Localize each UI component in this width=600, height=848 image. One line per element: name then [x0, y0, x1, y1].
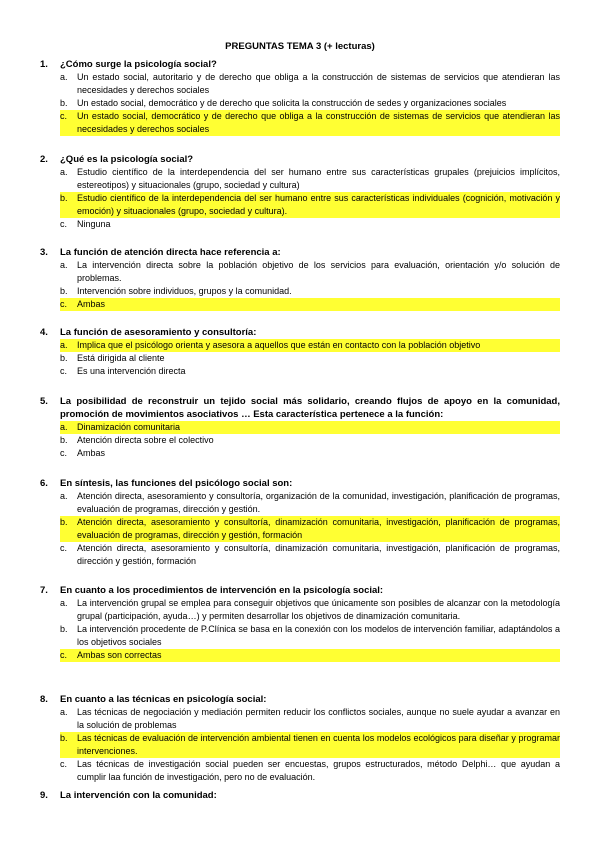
- question-1: [40, 58, 560, 136]
- answer-option: [60, 166, 560, 192]
- option-letter: b.: [60, 192, 77, 218]
- option-letter: c.: [60, 366, 68, 376]
- answer-option: [60, 259, 560, 285]
- option-letter: c.: [60, 110, 77, 136]
- question-number: 4.: [40, 327, 48, 338]
- option-text: Es una intervención directa: [77, 366, 186, 376]
- question-2: [40, 153, 560, 231]
- option-text: Está dirigida al cliente: [77, 353, 165, 363]
- question-number: 1.: [40, 59, 48, 70]
- option-letter: a.: [60, 707, 68, 717]
- option-letter: c.: [60, 759, 68, 769]
- question-text: La función de asesoramiento y consultoría:: [60, 327, 257, 338]
- option-text: Las técnicas de negociación y mediación permiten reducir los conflictos sociales, aunque no suele ayudar a avanzar en la solución de problemas: [77, 707, 560, 730]
- answer-option-correct: [60, 421, 560, 434]
- question-number: 3.: [40, 247, 48, 258]
- option-text: Dinamización comunitaria: [77, 421, 560, 434]
- option-text: Atención directa, asesoramiento y consultoría, organización de la comunidad, investigación, planificación de programas, evaluación de programas, dirección y gestión.: [77, 491, 560, 514]
- question-number: 8.: [40, 694, 48, 705]
- answer-option: [60, 434, 560, 447]
- question-number: 6.: [40, 478, 48, 489]
- option-letter: a.: [60, 167, 68, 177]
- option-letter: a.: [60, 339, 77, 352]
- option-text: La intervención directa sobre la población objetivo de los servicios para evaluación, orientación y/o solución de problemas.: [77, 260, 560, 283]
- option-letter: b.: [60, 624, 68, 634]
- option-text: Ambas: [77, 298, 560, 311]
- option-letter: a.: [60, 260, 68, 270]
- answer-option: [60, 71, 560, 97]
- answer-option-correct: [60, 339, 560, 352]
- answer-option-correct: [60, 516, 560, 542]
- option-letter: a.: [60, 598, 68, 608]
- answer-option: [60, 490, 560, 516]
- option-text: Atención directa, asesoramiento y consultoría, dinamización comunitaria, investigación, planificación de programas, dirección y gestión, formación: [77, 543, 560, 566]
- answer-option-correct: [60, 649, 560, 662]
- option-letter: a.: [60, 491, 68, 501]
- question-text: En cuanto a los procedimientos de intervención en la psicología social:: [60, 585, 384, 596]
- answer-option: [60, 218, 560, 231]
- option-text: La intervención grupal se emplea para conseguir objetivos que únicamente son posibles de alcanzar con la metodología grupal (participación, ayuda…) y permiten desarrollar los objetivos de dinamización comunitaria.: [77, 598, 560, 621]
- answer-option-correct: [60, 192, 560, 218]
- option-text: Un estado social, autoritario y de derecho que obliga a la construcción de sistemas de servicios que atendieran las necesidades y derechos sociales: [77, 72, 560, 95]
- document-title: PREGUNTAS TEMA 3 (+ lecturas): [225, 41, 375, 52]
- answer-option: [60, 352, 560, 365]
- option-text: Las técnicas de evaluación de intervención ambiental tienen en cuenta los modelos ecológicos para diseñar y programar intervenciones.: [77, 733, 560, 756]
- question-7: [40, 584, 560, 662]
- option-text: Atención directa, asesoramiento y consultoría, dinamización comunitaria, investigación, planificación de programas, evaluación de programas, dirección y gestión, formación: [77, 517, 560, 540]
- question-number: 9.: [40, 790, 48, 801]
- question-9: [40, 789, 560, 802]
- answer-option: [60, 623, 560, 649]
- answer-option: [60, 542, 560, 568]
- option-text: Atención directa sobre el colectivo: [77, 435, 214, 445]
- answer-option: [60, 706, 560, 732]
- option-text: Ambas son correctas: [77, 649, 560, 662]
- option-text: La intervención procedente de P.Clínica se basa en la conexión con los modelos de intervención familiar, adaptándolos a los objetivos sociales: [77, 624, 560, 647]
- option-letter: b.: [60, 286, 68, 296]
- option-text: Las técnicas de investigación social pueden ser encuestas, grupos estructurados, método Delphi… que ayudan a cumplir laa función de investigación, pero no de evaluación.: [77, 759, 560, 782]
- question-text: ¿Cómo surge la psicología social?: [60, 59, 217, 70]
- answer-option: [60, 285, 560, 298]
- answer-option-correct: [60, 298, 560, 311]
- question-text: La posibilidad de reconstruir un tejido social más solidario, creando flujos de apoyo en la comunidad, promoción de movimientos asociativos … Esta característica pertenece a la función:: [60, 396, 560, 420]
- option-text: Ninguna: [77, 219, 111, 229]
- question-text: La intervención con la comunidad:: [60, 790, 217, 801]
- answer-option: [60, 597, 560, 623]
- option-letter: c.: [60, 298, 77, 311]
- option-letter: b.: [60, 98, 68, 108]
- option-text: Ambas: [77, 448, 106, 458]
- question-number: 5.: [40, 396, 48, 407]
- question-text: ¿Qué es la psicología social?: [60, 154, 194, 165]
- question-6: [40, 477, 560, 568]
- option-letter: a.: [60, 72, 68, 82]
- answer-option: [60, 447, 560, 460]
- question-text: En cuanto a las técnicas en psicología social:: [60, 694, 267, 705]
- question-5: [40, 395, 560, 460]
- question-number: 2.: [40, 154, 48, 165]
- option-text: Implica que el psicólogo orienta y asesora a aquellos que están en contacto con la población objetivo: [77, 339, 560, 352]
- option-text: Intervención sobre individuos, grupos y la comunidad.: [77, 286, 292, 296]
- option-letter: c.: [60, 543, 68, 553]
- option-letter: c.: [60, 448, 68, 458]
- option-text: Un estado social, democrático y de derecho que solicita la construcción de sedes y organizaciones sociales: [77, 98, 507, 108]
- option-letter: b.: [60, 516, 77, 542]
- option-letter: b.: [60, 435, 68, 445]
- option-text: Estudio científico de la interdependencia del ser humano entre sus características individuales (cognición, motivación y emoción) y situacionales (grupo, sociedad y cultura).: [77, 193, 560, 216]
- answer-option: [60, 758, 560, 784]
- option-letter: b.: [60, 732, 77, 758]
- answer-option-correct: [60, 732, 560, 758]
- answer-option: [60, 365, 560, 378]
- option-letter: c.: [60, 649, 77, 662]
- question-8: [40, 693, 560, 784]
- option-text: Estudio científico de la interdependencia del ser humano entre sus características grupales (prejuicios implícitos, estereotipos) y situacionales (grupo, sociedad y cultura): [77, 167, 560, 190]
- question-4: [40, 326, 560, 378]
- question-number: 7.: [40, 585, 48, 596]
- question-3: [40, 246, 560, 311]
- question-text: En síntesis, las funciones del psicólogo social son:: [60, 478, 293, 489]
- option-letter: a.: [60, 421, 77, 434]
- option-text: Un estado social, democrático y de derecho que obliga a la construcción de sistemas de servicios que atendieran las necesidades y derechos sociales: [77, 111, 560, 134]
- answer-option: [60, 97, 560, 110]
- question-text: La función de atención directa hace referencia a:: [60, 247, 281, 258]
- option-letter: c.: [60, 219, 68, 229]
- answer-option-correct: [60, 110, 560, 136]
- option-letter: b.: [60, 353, 68, 363]
